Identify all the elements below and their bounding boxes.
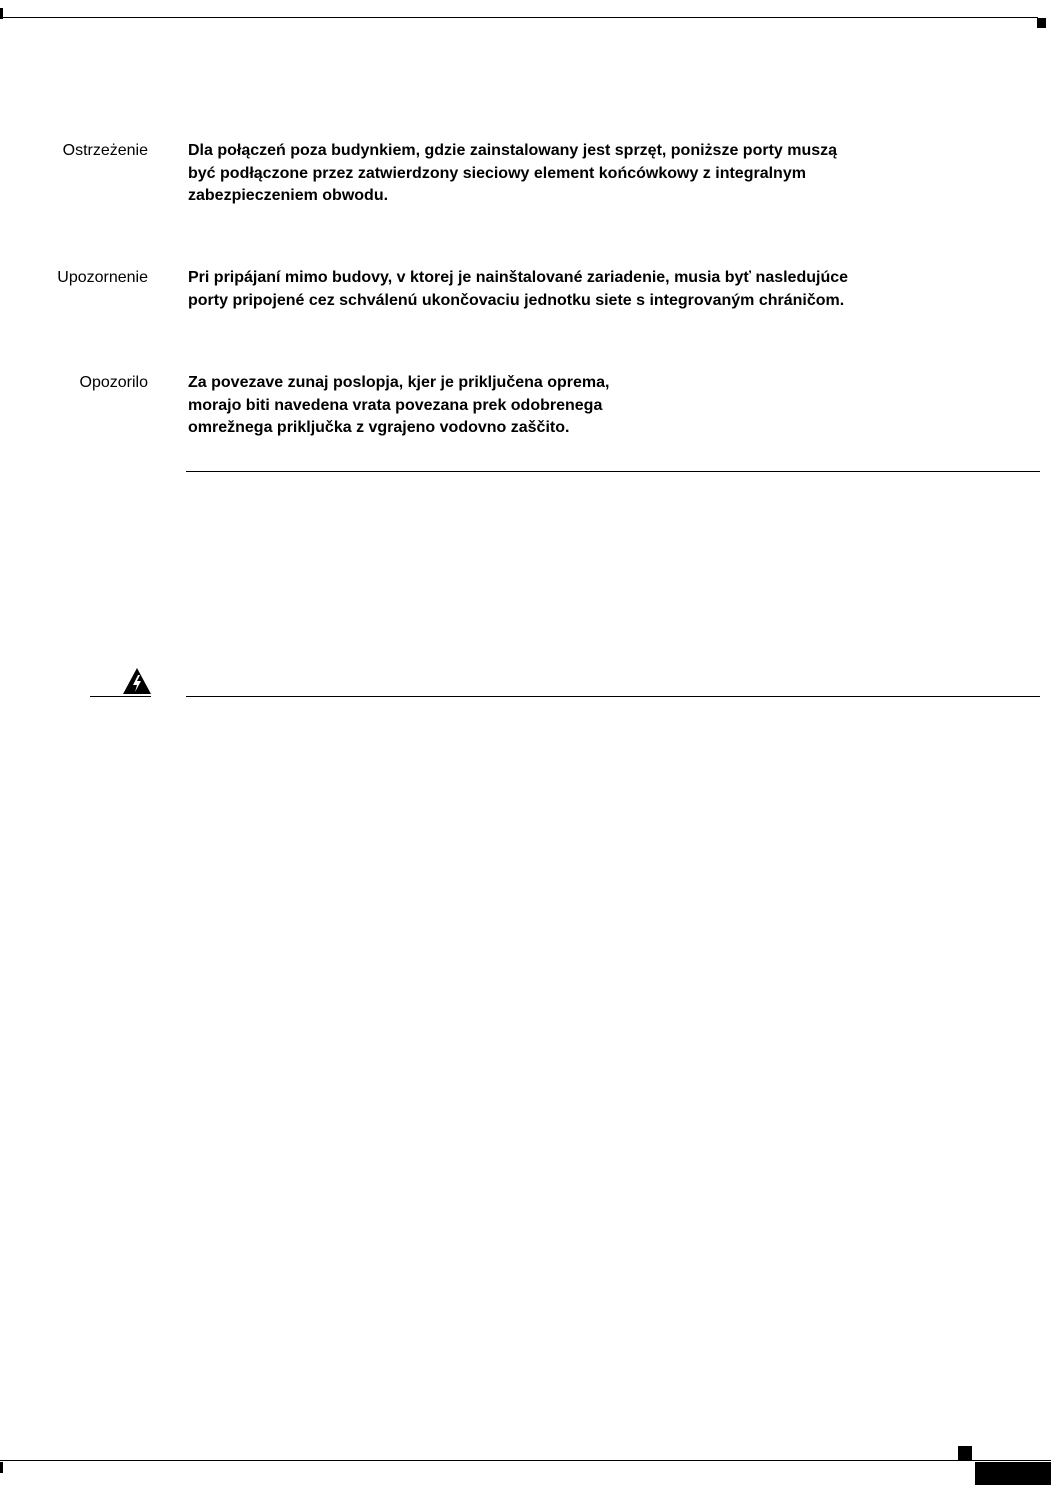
warning-label-slovenian: Opozorilo [79,374,148,391]
warning-triangle-icon [120,666,154,696]
warning-line: Za povezave zunaj poslopja, kjer je priključena oprema, [188,374,610,391]
footer-corner-mark [958,1446,972,1460]
warning-line: morajo biti navedena vrata povezana prek odobrenega [188,396,603,414]
page-number-tab [975,1462,1051,1485]
warning-line: zabezpieczeniem obwodu. [188,187,389,204]
warning-line: porty pripojené cez schválenú ukončovaciu jednotku siete s integrovaným chráničom. [188,291,845,309]
warning-label-slovak: Upozornenie [57,269,148,286]
footer-rule [0,1460,1051,1461]
warning-text-slovenian [188,372,988,440]
warning-label-polish: Ostrzeżenie [62,142,148,159]
warning-line: być podłączone przez zatwierdzony sieciowy element końcówkowy z integralnym [188,164,806,182]
warning-text-slovak [188,267,988,312]
warning-text-polish [188,140,988,208]
warning-section-rule [186,696,1040,697]
footer-left-tick [0,1462,3,1473]
warning-line: omrežnega priključka z vgrajeno vodovno zaščito. [188,419,570,436]
warning-line: Pri pripájaní mimo budovy, v ktorej je nainštalované zariadenie, musia byť nasledujúce [188,269,849,286]
section-divider [186,471,1040,472]
header-rule [0,17,1038,18]
warning-line: Dla połączeń poza budynkiem, gdzie zainstalowany jest sprzęt, poniższe porty muszą [188,142,838,159]
warning-icon-underline [90,696,151,697]
header-corner-mark [1037,18,1046,28]
